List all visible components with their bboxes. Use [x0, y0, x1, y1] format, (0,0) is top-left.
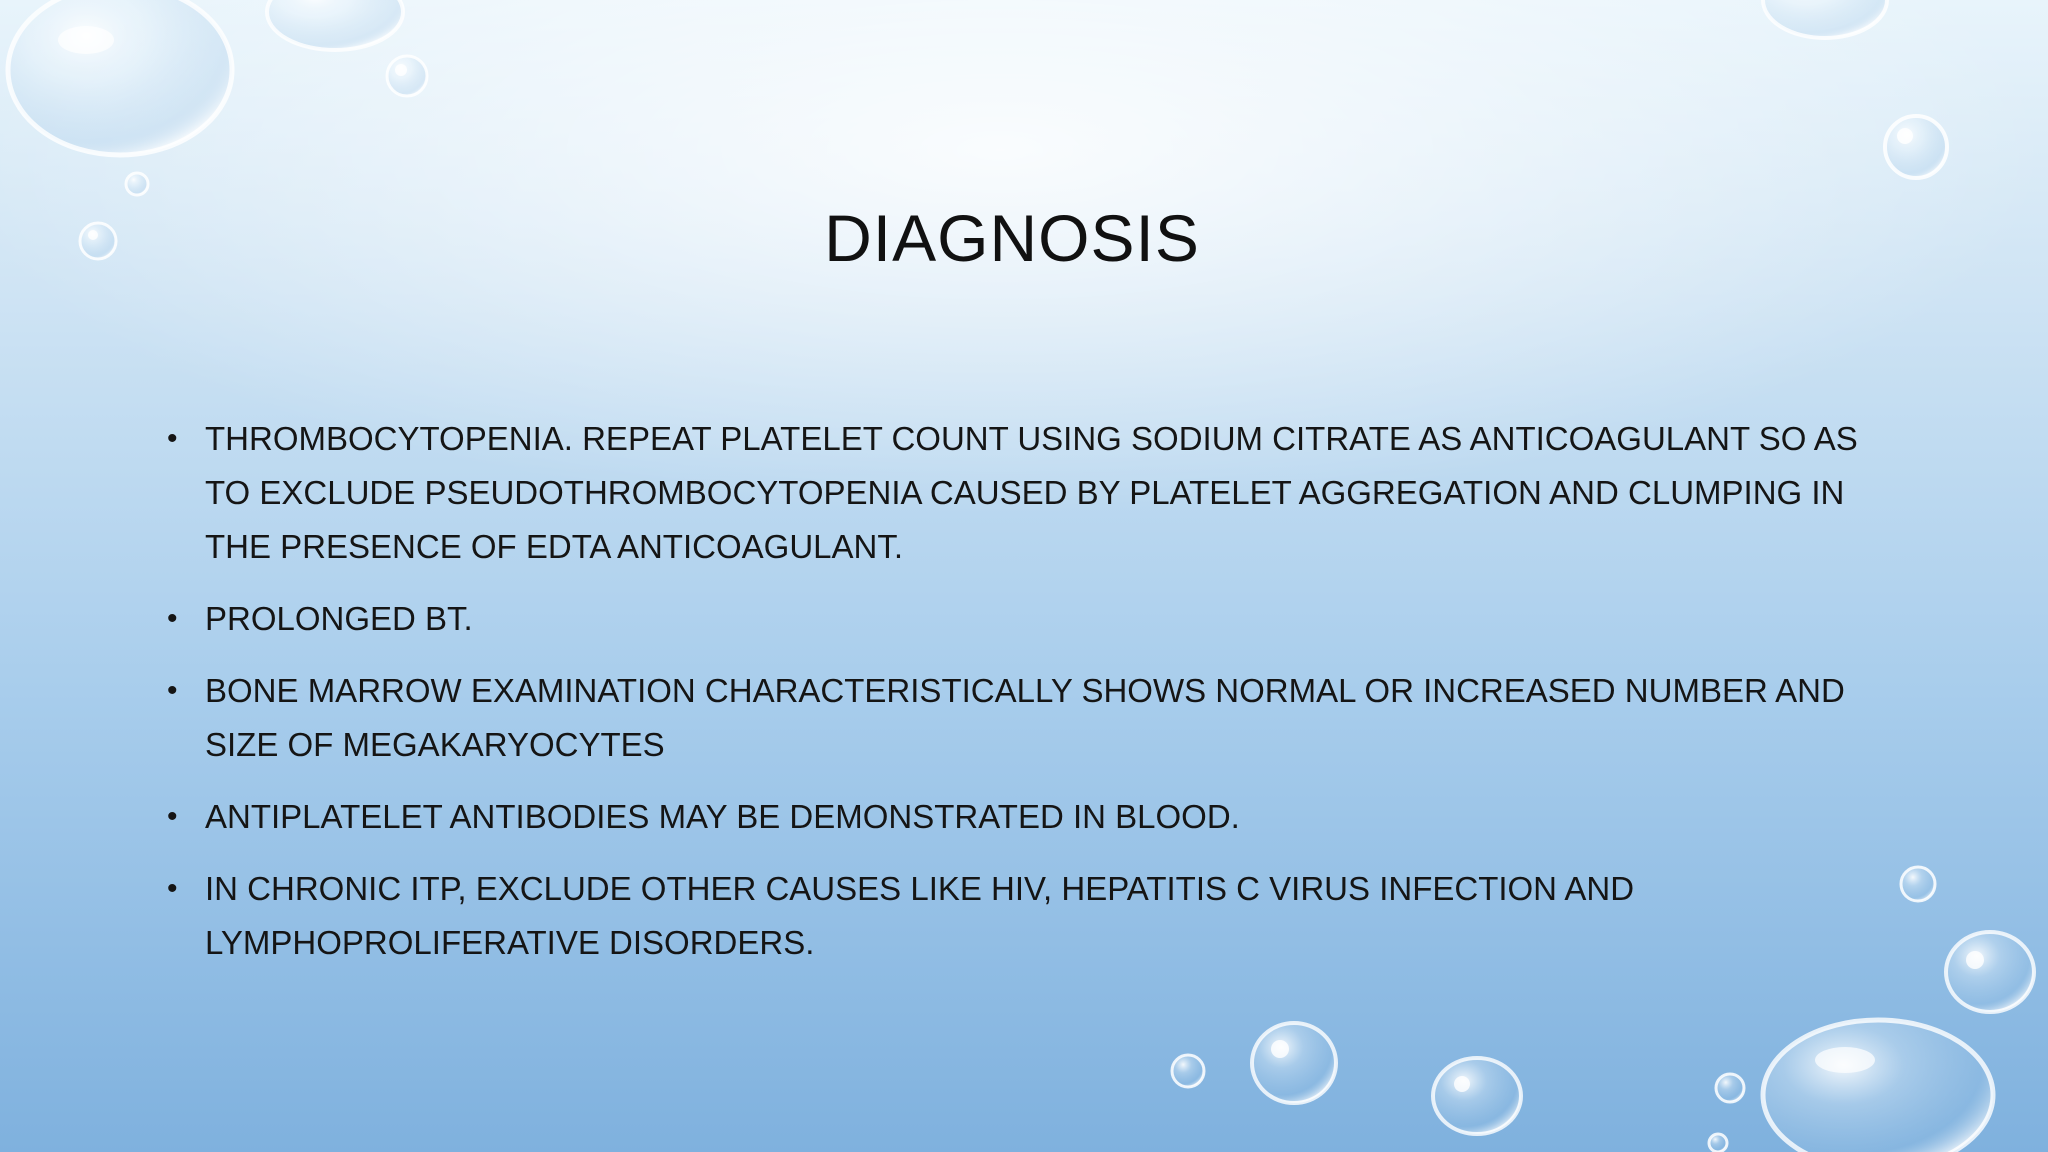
bullet-text: BONE MARROW EXAMINATION CHARACTERISTICALLY SHOWS NORMAL OR INCREASED NUMBER AND SIZE OF MEGAKARYOCYTES — [205, 672, 1845, 763]
list-item — [165, 592, 1885, 646]
bullet-icon: • — [167, 422, 178, 455]
droplet-icon — [1763, 0, 1887, 38]
droplet-icon — [1433, 1058, 1521, 1134]
droplet-icon — [8, 0, 232, 155]
droplet-icon — [1252, 1023, 1336, 1103]
droplet-icon — [267, 0, 403, 50]
droplet-icon — [126, 173, 148, 195]
list-item — [165, 412, 1885, 574]
bullet-icon: • — [167, 674, 178, 707]
bullet-text: THROMBOCYTOPENIA. REPEAT PLATELET COUNT USING SODIUM CITRATE AS ANTICOAGULANT SO AS TO EXCLUDE PSEUDOTHROMBOCYTOPENIA CAUSED BY PLATELET AGGREGATION AND CLUMPING IN THE PRESENCE OF EDTA ANTICOAGULANT. — [205, 420, 1858, 565]
droplet-icon — [1172, 1055, 1204, 1087]
bullet-text: IN CHRONIC ITP, EXCLUDE OTHER CAUSES LIKE HIV, HEPATITIS C VIRUS INFECTION AND LYMPHOPROLIFERATIVE DISORDERS. — [205, 870, 1635, 961]
droplet-icon — [1716, 1074, 1744, 1102]
bullet-text: PROLONGED BT. — [205, 600, 473, 637]
slide-title: DIAGNOSIS — [824, 201, 1200, 275]
droplet-icon — [1901, 867, 1935, 901]
droplet-icon — [1946, 932, 2034, 1012]
bullet-icon: • — [167, 872, 178, 905]
bullet-icon: • — [167, 602, 178, 635]
list-item — [165, 862, 1885, 970]
list-item — [165, 790, 1885, 844]
bullet-text: ANTIPLATELET ANTIBODIES MAY BE DEMONSTRATED IN BLOOD. — [205, 798, 1240, 835]
droplet-icon — [387, 56, 427, 96]
bullet-icon: • — [167, 800, 178, 833]
list-item — [165, 664, 1885, 772]
bullet-list — [165, 412, 1885, 988]
droplet-icon — [1709, 1134, 1727, 1152]
droplet-icon — [1885, 116, 1947, 178]
droplet-icon — [1763, 1020, 1993, 1152]
